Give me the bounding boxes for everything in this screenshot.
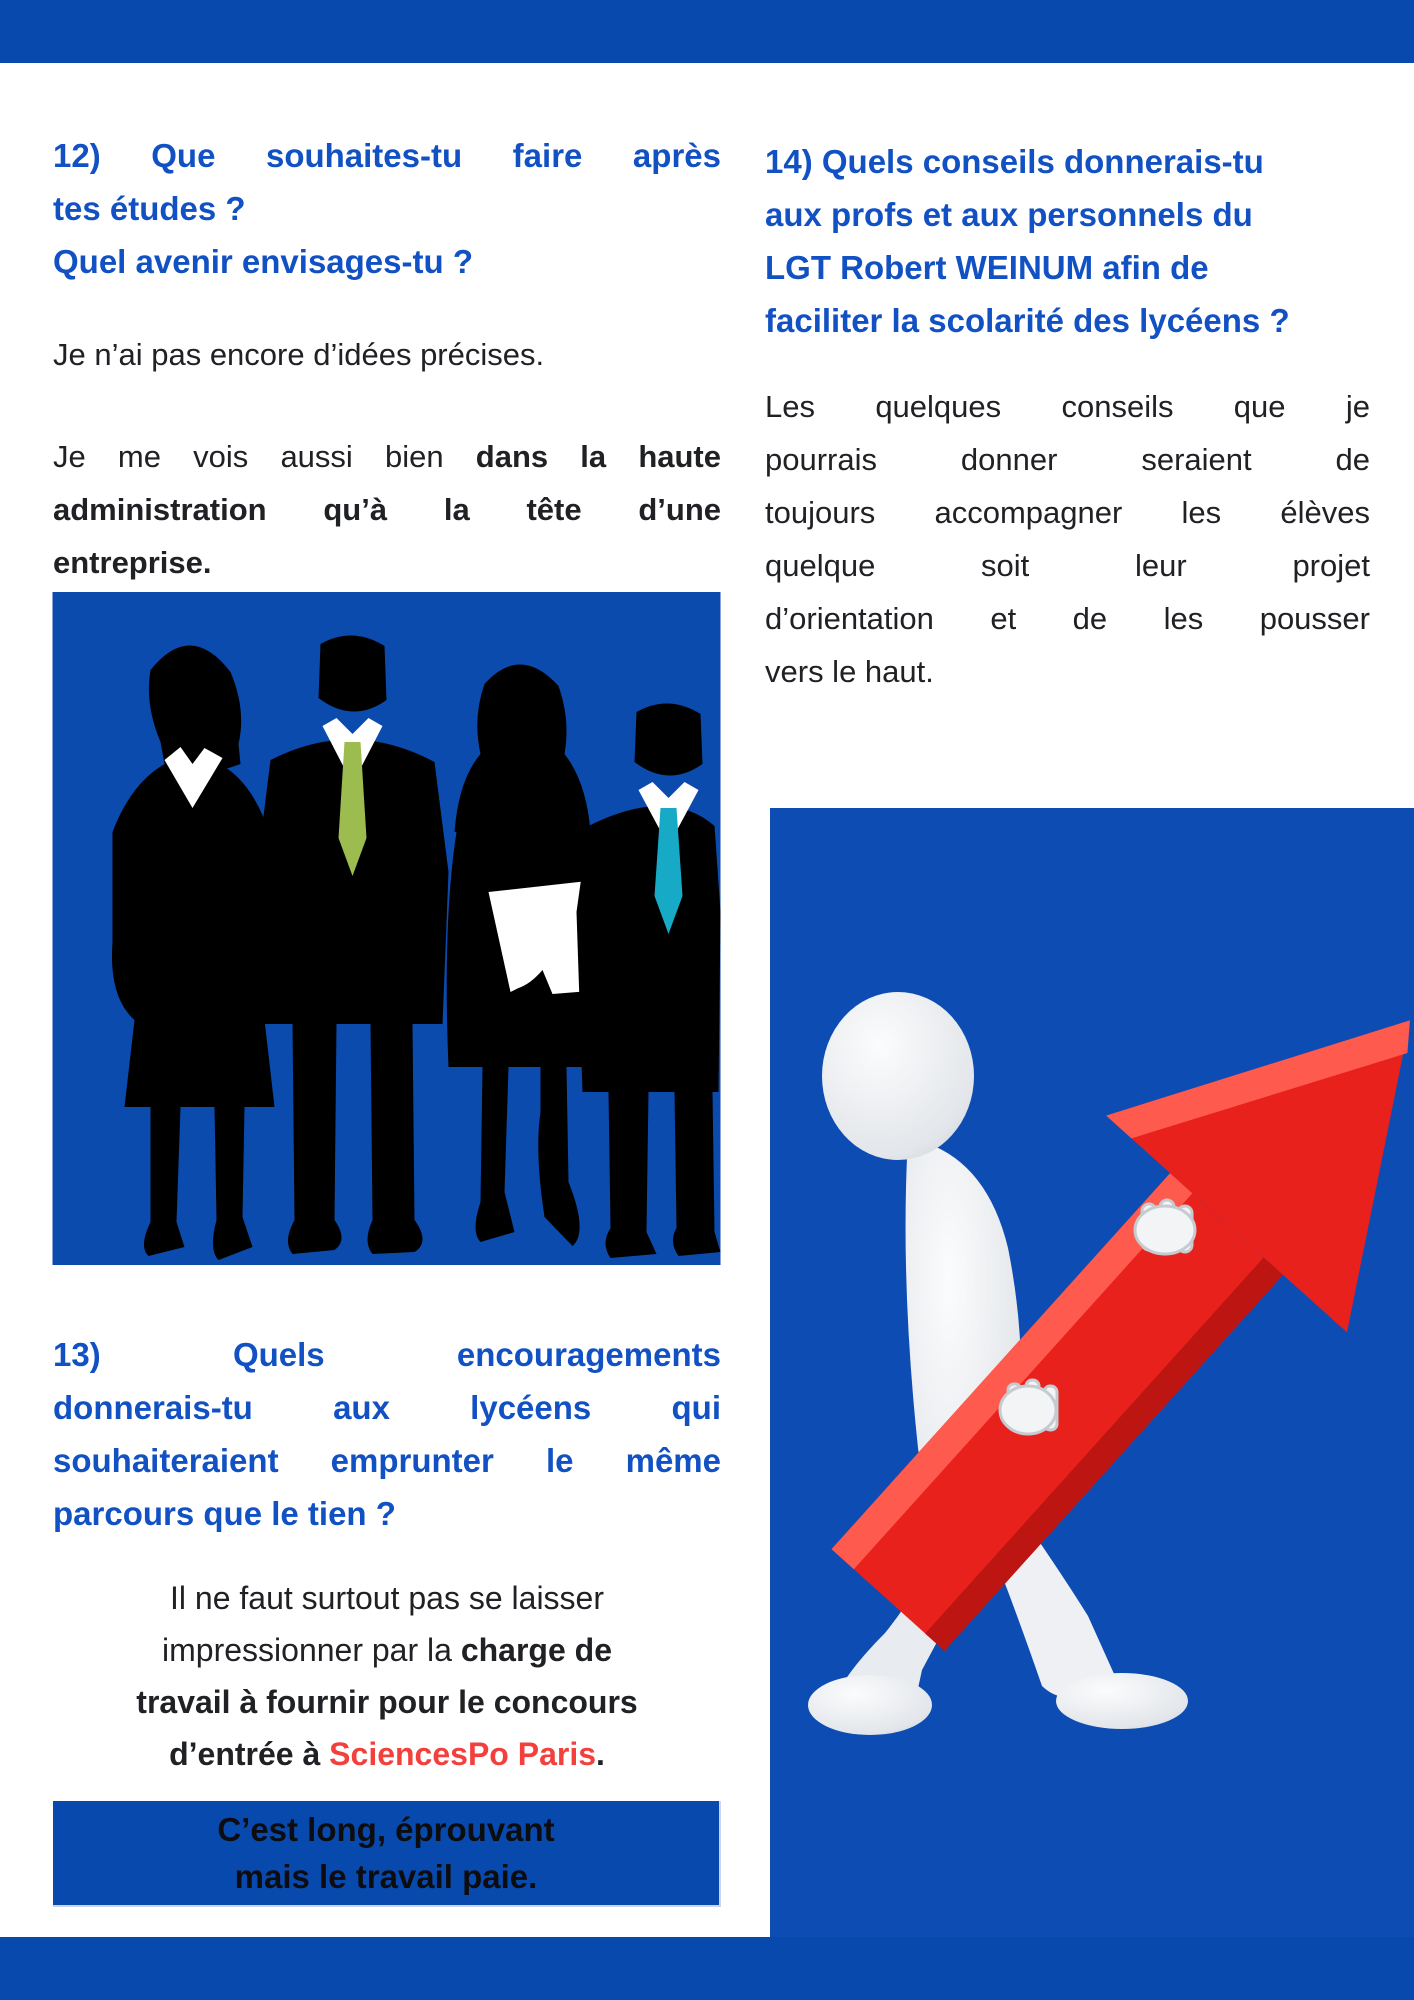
silhouettes-illustration [52,592,721,1265]
quote-highlight-box [53,1801,721,1907]
sciencespo-paris-highlight: SciencesPo Paris [329,1736,596,1772]
answer-13-line [53,1624,721,1676]
answer-13-line: Il ne faut surtout pas se laisser [170,1580,604,1616]
question-14-line: aux profs et aux personnels du [765,196,1253,233]
footer-bar [0,1937,1414,2000]
answer-12-line: entreprise. [53,545,212,580]
question-13-heading [53,1328,721,1540]
answer-13-line [53,1728,721,1780]
answer-12-paragraph-2 [53,430,721,589]
answer-13-text-bold: charge de [460,1632,612,1668]
question-14-line: faciliter la scolarité des lycéens ? [765,302,1290,339]
answer-12-line: administration qu’à la tête d’une [53,492,721,527]
answer-12-text-bold: dans la haute [475,439,721,474]
question-12-line: Quel avenir envisages-tu ? [53,243,473,280]
business-people-silhouettes-image [52,592,721,1265]
answer-13-text: impressionner par la [162,1632,461,1668]
question-13-line: donnerais-tu aux lycéens qui [53,1389,721,1426]
question-13-line: souhaiteraient emprunter le même [53,1442,721,1479]
answer-14-line: pourrais donner seraient de [765,442,1370,477]
question-12-heading [53,129,721,288]
arrow-figure-illustration [770,808,1414,1937]
answer-14-line: d’orientation et de les pousser [765,601,1370,636]
answer-12-text: Je n’ai pas encore d’idées précises. [53,337,545,372]
quote-line: mais le travail paie. [234,1858,538,1895]
answer-14-line: vers le haut. [765,654,934,689]
answer-14-line: toujours accompagner les élèves [765,495,1370,530]
question-12-line: 12) Que souhaites-tu faire après [53,137,721,174]
answer-14-line: quelque soit leur projet [765,548,1370,583]
question-13-line: 13) Quels encouragements [53,1336,721,1373]
answer-12-paragraph-1 [53,328,721,381]
question-13-line: parcours que le tien ? [53,1495,396,1532]
question-14-line: LGT Robert WEINUM afin de [765,249,1209,286]
answer-13-text-bold: . [596,1736,605,1772]
answer-13-text-bold: d’entrée à [169,1736,330,1772]
answer-12-line [53,430,721,483]
header-bar [0,0,1414,63]
figure-carrying-red-arrow-image [770,808,1414,1937]
quote-line: C’est long, éprouvant [217,1811,555,1848]
answer-14-paragraph [765,380,1370,698]
question-14-heading [765,135,1370,347]
question-14-line: 14) Quels conseils donnerais-tu [765,143,1264,180]
answer-13-paragraph [53,1572,721,1780]
answer-12-text: Je me vois aussi bien [53,439,476,474]
answer-14-line: Les quelques conseils que je [765,389,1370,424]
question-12-line: tes études ? [53,190,246,227]
answer-13-line: travail à fournir pour le concours [136,1684,638,1720]
